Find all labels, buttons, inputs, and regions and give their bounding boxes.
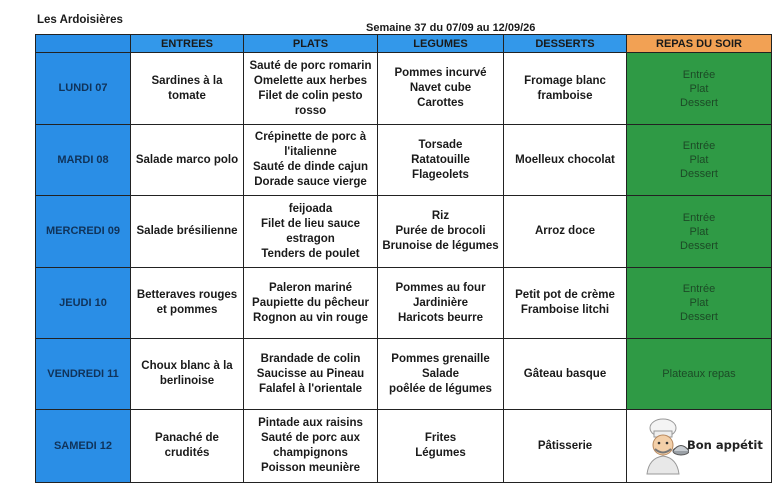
plats-item: Omelette aux herbes: [253, 74, 368, 87]
plats-cell: [244, 339, 378, 410]
menu-row: [36, 268, 772, 339]
legumes-item: Navet cube: [409, 82, 472, 94]
plats-item: estragon: [286, 232, 335, 245]
menu-row: [36, 196, 772, 268]
plats-item: Sauté de dinde cajun: [252, 161, 369, 173]
plats-cell: [244, 410, 378, 483]
evening-item: Entrée: [682, 283, 716, 295]
entrees-cell: [131, 196, 244, 268]
plats-item: Falafel à l'orientale: [258, 382, 363, 395]
menu-row: [36, 53, 772, 125]
evening-item: Dessert: [680, 311, 718, 323]
entrees-item: Panaché de: [155, 432, 219, 444]
entrees-cell: [131, 268, 244, 339]
entrees-cell: [131, 53, 244, 125]
menu-table: [35, 34, 772, 483]
corner-cell: [36, 35, 131, 53]
entrees-item: berlinoise: [159, 375, 215, 387]
plats-item: Saucisse au Pineau: [256, 367, 365, 380]
plats-item: feijoada: [288, 202, 333, 215]
entrees-item: Betteraves rouges: [136, 289, 238, 301]
week-label: Semaine 37 du 07/09 au 12/09/26: [366, 22, 536, 34]
evening-cell: [627, 125, 772, 196]
header-row: [36, 35, 772, 53]
legumes-item: Jardinière: [413, 296, 468, 309]
legumes-item: Légumes: [415, 447, 466, 459]
evening-item: Plat: [689, 297, 709, 309]
desserts-item: Gâteau basque: [523, 367, 607, 380]
plats-cell: [244, 125, 378, 196]
col-header-desserts: DESSERTS: [504, 35, 627, 53]
legumes-item: Torsade: [418, 138, 463, 151]
col-header-repas-du-soir: REPAS DU SOIR: [627, 35, 772, 53]
org-name: Les Ardoisières: [37, 14, 123, 26]
col-header-entrees: ENTREES: [131, 35, 244, 53]
entrees-item: Salade brésilienne: [136, 225, 238, 237]
desserts-item: framboise: [537, 89, 593, 102]
entrees-item: Sardines à la: [151, 74, 223, 87]
desserts-item: Pâtisserie: [537, 439, 593, 452]
evening-item: Entrée: [682, 68, 716, 81]
desserts-cell: [504, 268, 627, 339]
evening-cell: [627, 339, 772, 410]
evening-cell: [627, 53, 772, 125]
legumes-cell: [378, 53, 504, 125]
legumes-item: Pommes incurvé: [394, 67, 487, 79]
evening-cell: [627, 268, 772, 339]
evening-item: Entrée: [682, 140, 716, 152]
plats-item: Paupiette du pêcheur: [252, 296, 369, 309]
evening-item: Plateaux repas: [662, 368, 736, 380]
col-header-legumes: LEGUMES: [378, 35, 504, 53]
desserts-item: Arroz doce: [534, 225, 596, 237]
legumes-item: Flageolets: [412, 168, 469, 181]
plats-cell: [244, 53, 378, 125]
menu-row: [36, 125, 772, 196]
plats-item: Pintade aux raisins: [258, 417, 363, 429]
legumes-item: Pommes grenaille: [391, 352, 490, 365]
entrees-item: tomate: [168, 89, 206, 102]
plats-item: Dorade sauce vierge: [254, 176, 367, 188]
day-label: VENDREDI 11: [36, 339, 131, 410]
entrees-item: Choux blanc à la: [141, 360, 233, 372]
menu-row: [36, 339, 772, 410]
desserts-cell: [504, 53, 627, 125]
day-label: JEUDI 10: [36, 268, 131, 339]
plats-item: Paleron mariné: [268, 281, 353, 294]
plats-item: Rognon au vin rouge: [253, 311, 368, 324]
legumes-item: Brunoise de légumes: [382, 240, 499, 252]
entrees-cell: [131, 125, 244, 196]
desserts-item: Petit pot de crème: [515, 289, 615, 301]
plats-item: l'italienne: [284, 146, 337, 158]
evening-item: Plat: [689, 225, 709, 238]
day-label: MERCREDI 09: [36, 196, 131, 268]
plats-item: Filet de lieu sauce: [260, 217, 361, 230]
legumes-cell: [378, 339, 504, 410]
desserts-item: Framboise litchi: [520, 304, 610, 316]
plats-item: Sauté de porc romarin: [249, 59, 372, 72]
menu-row: [36, 410, 772, 483]
desserts-cell: [504, 196, 627, 268]
plats-item: Crépinette de porc à: [254, 131, 367, 143]
bon-appetit-text: Bon appétit: [687, 438, 763, 452]
legumes-cell: [378, 196, 504, 268]
legumes-item: Carottes: [417, 97, 464, 109]
day-label: LUNDI 07: [36, 53, 131, 125]
desserts-cell: [504, 125, 627, 196]
plats-item: Tenders de poulet: [261, 247, 360, 260]
col-header-plats: PLATS: [244, 35, 378, 53]
plats-item: Poisson meunière: [260, 462, 361, 474]
legumes-item: Ratatouille: [411, 153, 470, 166]
evening-item: Dessert: [680, 96, 718, 109]
chef-icon: [641, 418, 689, 476]
entrees-item: et pommes: [156, 304, 218, 316]
entrees-cell: [131, 410, 244, 483]
evening-item: Plat: [689, 82, 709, 95]
legumes-item: Purée de brocoli: [395, 225, 486, 237]
legumes-item: Haricots beurre: [397, 311, 483, 324]
plats-cell: [244, 196, 378, 268]
legumes-cell: [378, 268, 504, 339]
legumes-cell: [378, 125, 504, 196]
legumes-item: Pommes au four: [395, 281, 486, 294]
entrees-cell: [131, 339, 244, 410]
plats-item: Filet de colin pesto: [258, 89, 363, 102]
plats-cell: [244, 268, 378, 339]
bon-appetit-cell: [627, 410, 772, 483]
legumes-item: poêlée de légumes: [389, 382, 492, 395]
evening-item: Dessert: [680, 168, 718, 180]
desserts-item: Fromage blanc: [524, 74, 606, 87]
menu-body: [36, 53, 772, 483]
plats-item: Sauté de porc aux: [260, 432, 361, 444]
evening-item: Dessert: [680, 239, 718, 252]
plats-item: Brandade de colin: [260, 352, 361, 365]
evening-item: Entrée: [682, 211, 716, 224]
entrees-item: Salade marco polo: [135, 153, 239, 166]
plats-item: champignons: [273, 447, 348, 459]
evening-item: Plat: [689, 154, 709, 166]
legumes-item: Salade: [421, 367, 460, 380]
entrees-item: crudités: [164, 447, 210, 459]
desserts-cell: [504, 410, 627, 483]
desserts-cell: [504, 339, 627, 410]
legumes-item: Frites: [424, 432, 457, 444]
plats-item: rosso: [294, 104, 327, 117]
evening-cell: [627, 196, 772, 268]
day-label: SAMEDI 12: [36, 410, 131, 483]
legumes-item: Riz: [431, 210, 450, 222]
legumes-cell: [378, 410, 504, 483]
day-label: MARDI 08: [36, 125, 131, 196]
desserts-item: Moelleux chocolat: [515, 153, 615, 166]
